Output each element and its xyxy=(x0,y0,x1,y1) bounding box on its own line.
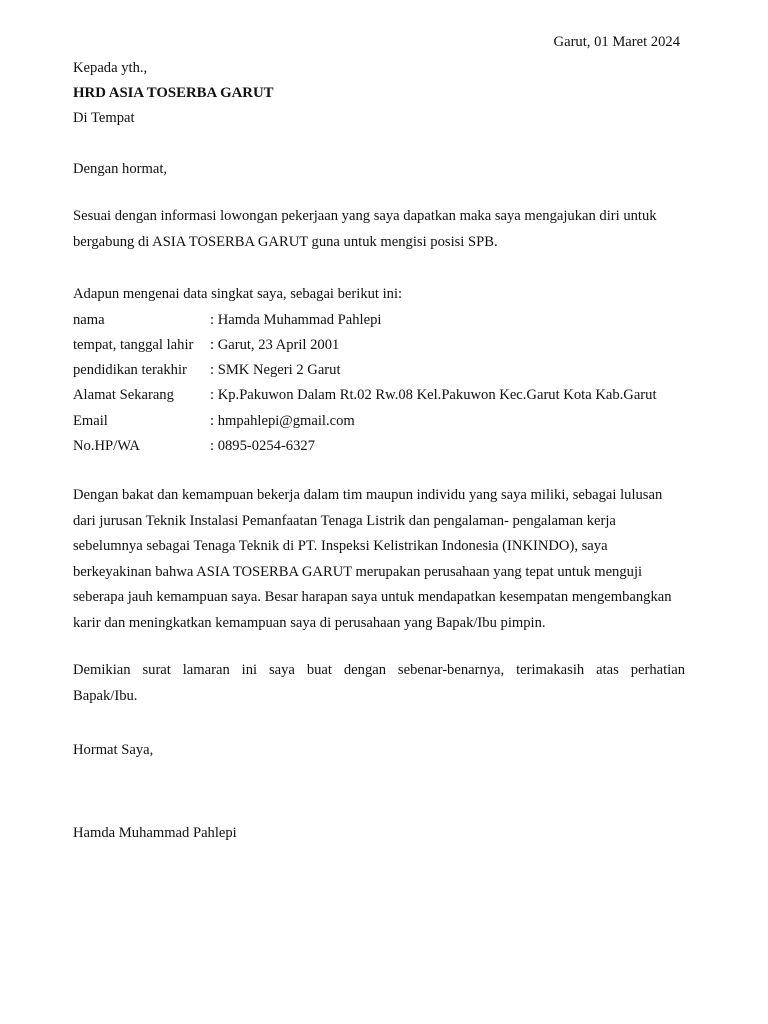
signature-name: Hamda Muhammad Pahlepi xyxy=(73,825,237,841)
recipient-place: Di Tempat xyxy=(73,110,135,126)
data-row-nama xyxy=(73,311,381,329)
body-line: sebelumnya sebagai Tenaga Teknik di PT. Inspeksi Kelistrikan Indonesia (INKINDO), saya xyxy=(73,538,608,554)
data-label: Email xyxy=(73,413,108,429)
body-line: Dengan bakat dan kemampuan bekerja dalam tim maupun individu yang saya miliki, sebagai lulusan xyxy=(73,487,663,503)
body-line: berkeyakinan bahwa ASIA TOSERBA GARUT merupakan perusahaan yang tepat untuk menguji xyxy=(73,563,643,580)
closing-paragraph xyxy=(73,658,685,709)
letter-date: Garut, 01 Maret 2024 xyxy=(553,34,680,50)
closing-line: Bapak/Ibu. xyxy=(73,687,138,704)
data-value: : SMK Negeri 2 Garut xyxy=(210,362,341,378)
data-value: : Garut, 23 April 2001 xyxy=(210,337,340,353)
data-label: tempat, tanggal lahir xyxy=(73,337,194,353)
greeting: Dengan hormat, xyxy=(73,161,168,177)
data-row-email xyxy=(73,412,355,430)
body-line: karir dan meningkatkan kemampuan saya di perusahaan yang Bapak/Ibu pimpin. xyxy=(73,614,546,631)
intro-line: bergabung di ASIA TOSERBA GARUT guna untuk mengisi posisi SPB. xyxy=(73,233,498,250)
data-row-alamat xyxy=(73,386,657,404)
body-line: dari jurusan Teknik Instalasi Pemanfaatan Tenaga Listrik dan pengalaman- pengalaman kerja xyxy=(73,512,616,529)
data-value: : hmpahlepi@gmail.com xyxy=(210,413,355,429)
data-value: : Kp.Pakuwon Dalam Rt.02 Rw.08 Kel.Pakuwon Kec.Garut Kota Kab.Garut xyxy=(210,387,657,403)
body-line: seberapa jauh kemampuan saya. Besar harapan saya untuk mendapatkan kesempatan mengembangkan xyxy=(73,589,672,605)
data-row-phone xyxy=(73,437,315,455)
intro-line: Sesuai dengan informasi lowongan pekerjaan yang saya dapatkan maka saya mengajukan diri untuk xyxy=(73,208,657,224)
data-label: No.HP/WA xyxy=(73,438,140,454)
data-row-ttl xyxy=(73,336,339,354)
data-value: : Hamda Muhammad Pahlepi xyxy=(210,312,382,328)
data-label: Alamat Sekarang xyxy=(73,387,174,403)
data-intro: Adapun mengenai data singkat saya, sebagai berikut ini: xyxy=(73,286,403,302)
closing-line: Demikian surat lamaran ini saya buat dengan sebenar-benarnya, terimakasih atas perhatian xyxy=(73,662,685,678)
intro-paragraph xyxy=(73,204,685,255)
sign-off: Hormat Saya, xyxy=(73,742,154,758)
data-label: nama xyxy=(73,312,105,328)
data-value: : 0895-0254-6327 xyxy=(210,438,315,454)
recipient-name: HRD ASIA TOSERBA GARUT xyxy=(73,85,274,101)
data-row-pendidikan xyxy=(73,361,341,379)
body-paragraph xyxy=(73,483,685,636)
recipient-prefix: Kepada yth., xyxy=(73,60,148,76)
data-label: pendidikan terakhir xyxy=(73,362,187,378)
